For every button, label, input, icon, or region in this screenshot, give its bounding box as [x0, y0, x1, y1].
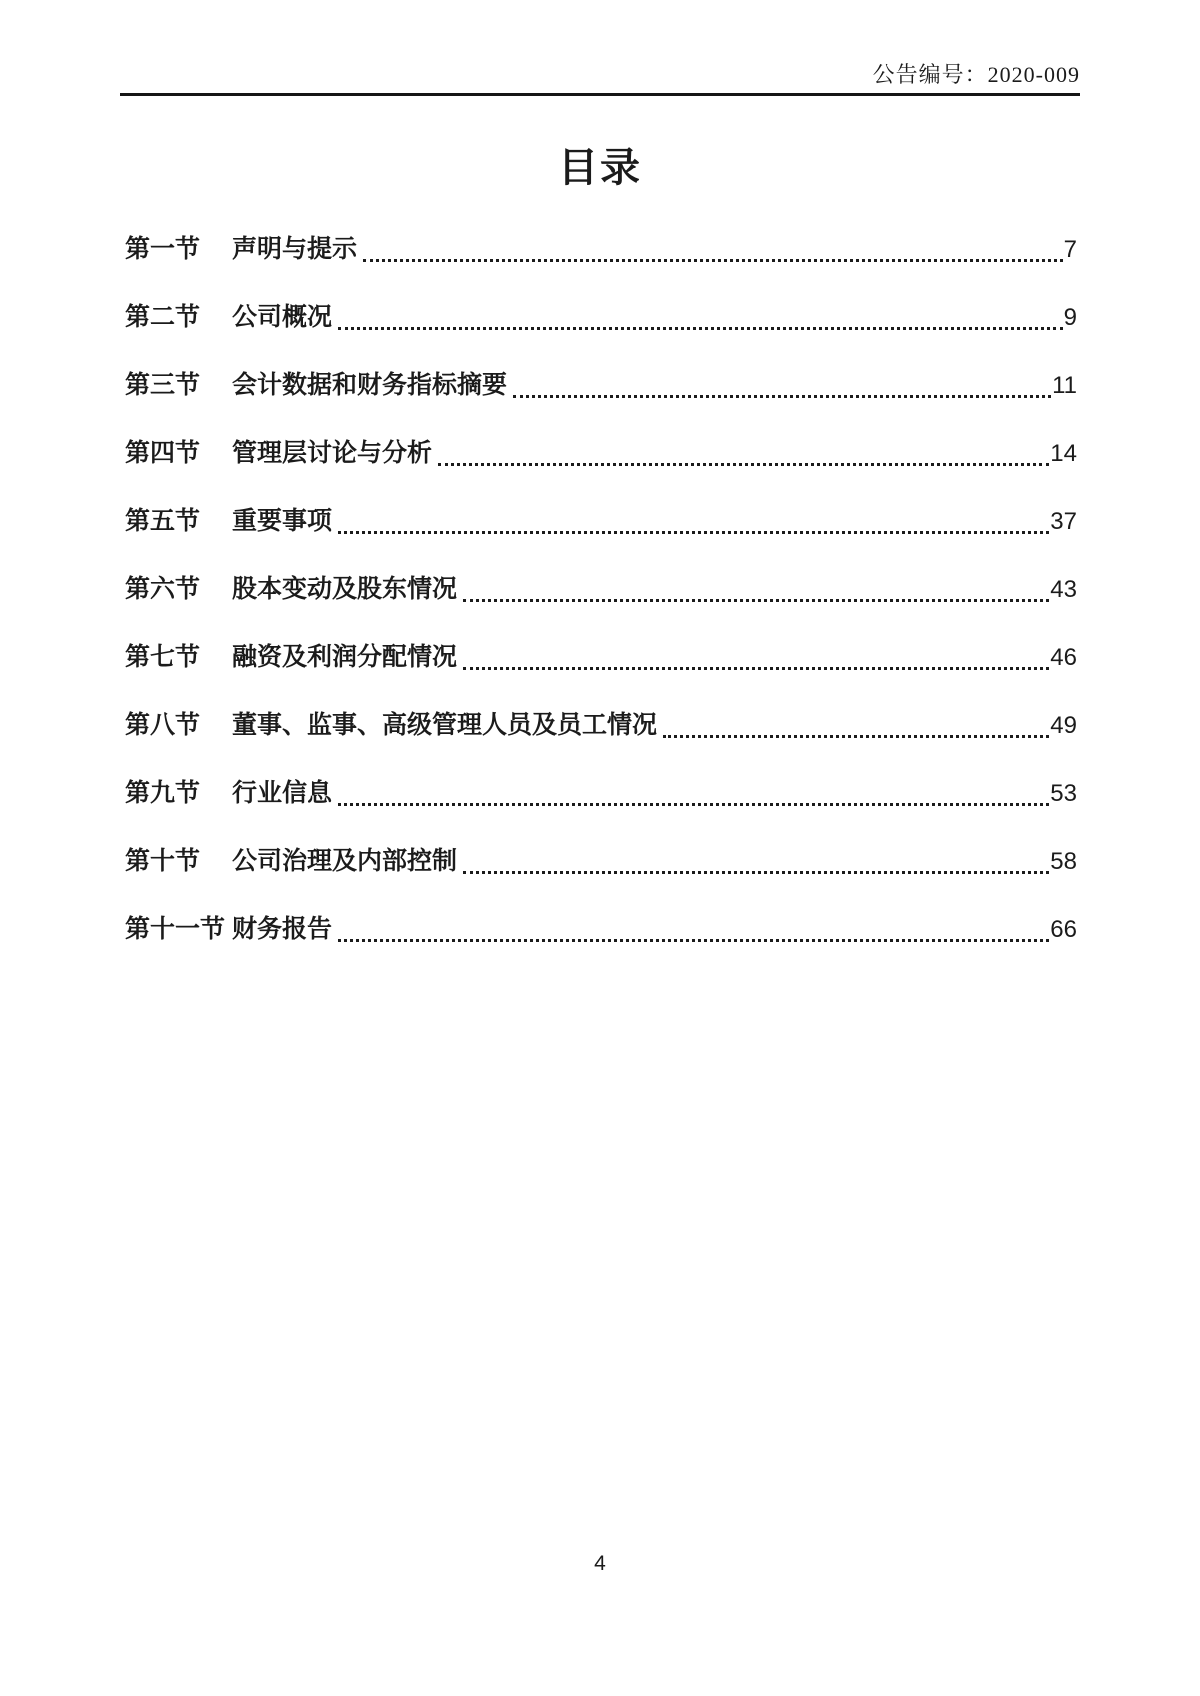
dot-leader — [338, 918, 1049, 942]
dot-leader — [463, 578, 1049, 602]
toc-page-number: 53 — [1050, 780, 1077, 807]
toc-section-label: 第七节 — [125, 644, 201, 671]
toc-section-label: 第三节 — [125, 372, 201, 399]
dot-leader — [338, 782, 1049, 806]
toc-section-label: 第六节 — [125, 576, 201, 603]
toc-entry-title: 会计数据和财务指标摘要 — [232, 372, 508, 399]
toc-section-label: 第四节 — [125, 440, 201, 467]
toc-entry-title: 股本变动及股东情况 — [232, 576, 458, 603]
toc-page-number: 14 — [1050, 440, 1077, 467]
page-header — [120, 0, 1080, 96]
toc-entry[interactable] — [125, 713, 1077, 738]
toc-entry[interactable] — [125, 237, 1077, 262]
toc-entry[interactable] — [125, 373, 1077, 398]
toc-section-label: 第十一节 — [125, 916, 226, 943]
toc-page-number: 11 — [1052, 372, 1077, 399]
toc-entry[interactable] — [125, 509, 1077, 534]
toc-section-label: 第十节 — [125, 848, 201, 875]
dot-leader — [338, 510, 1049, 534]
toc-section-label: 第五节 — [125, 508, 201, 535]
toc-entry-title: 声明与提示 — [232, 236, 358, 263]
table-of-contents — [125, 237, 1077, 942]
toc-entry-title: 融资及利润分配情况 — [232, 644, 458, 671]
toc-entry-title: 行业信息 — [232, 780, 333, 807]
toc-entry[interactable] — [125, 917, 1077, 942]
toc-entry-title: 重要事项 — [232, 508, 333, 535]
toc-section-label: 第一节 — [125, 236, 201, 263]
page-title: 目录 — [558, 146, 642, 190]
toc-page-number: 58 — [1050, 848, 1077, 875]
toc-section-label: 第二节 — [125, 304, 201, 331]
toc-entry[interactable] — [125, 849, 1077, 874]
dot-leader — [338, 306, 1063, 330]
toc-page-number: 49 — [1050, 712, 1077, 739]
toc-entry[interactable] — [125, 305, 1077, 330]
notice-number: 公告编号：2020-009 — [872, 62, 1080, 87]
toc-page-number: 46 — [1050, 644, 1077, 671]
toc-page-number: 9 — [1063, 304, 1077, 331]
toc-entry[interactable] — [125, 781, 1077, 806]
toc-entry-title: 董事、监事、高级管理人员及员工情况 — [232, 712, 658, 739]
toc-page-number: 43 — [1050, 576, 1077, 603]
toc-page-number: 37 — [1050, 508, 1077, 535]
dot-leader — [463, 646, 1049, 670]
toc-entry[interactable] — [125, 645, 1077, 670]
footer-page-number: 4 — [594, 1552, 606, 1575]
toc-entry-title: 公司治理及内部控制 — [232, 848, 458, 875]
dot-leader — [513, 374, 1051, 398]
toc-entry[interactable] — [125, 441, 1077, 466]
dot-leader — [663, 714, 1049, 738]
toc-section-label: 第八节 — [125, 712, 201, 739]
toc-page-number: 66 — [1050, 916, 1077, 943]
toc-section-label: 第九节 — [125, 780, 201, 807]
toc-entry-title: 公司概况 — [232, 304, 333, 331]
toc-entry-title: 管理层讨论与分析 — [232, 440, 433, 467]
dot-leader — [438, 442, 1049, 466]
dot-leader — [463, 850, 1049, 874]
toc-page-number: 7 — [1063, 236, 1077, 263]
toc-entry[interactable] — [125, 577, 1077, 602]
dot-leader — [363, 238, 1063, 262]
toc-entry-title: 财务报告 — [232, 916, 333, 943]
